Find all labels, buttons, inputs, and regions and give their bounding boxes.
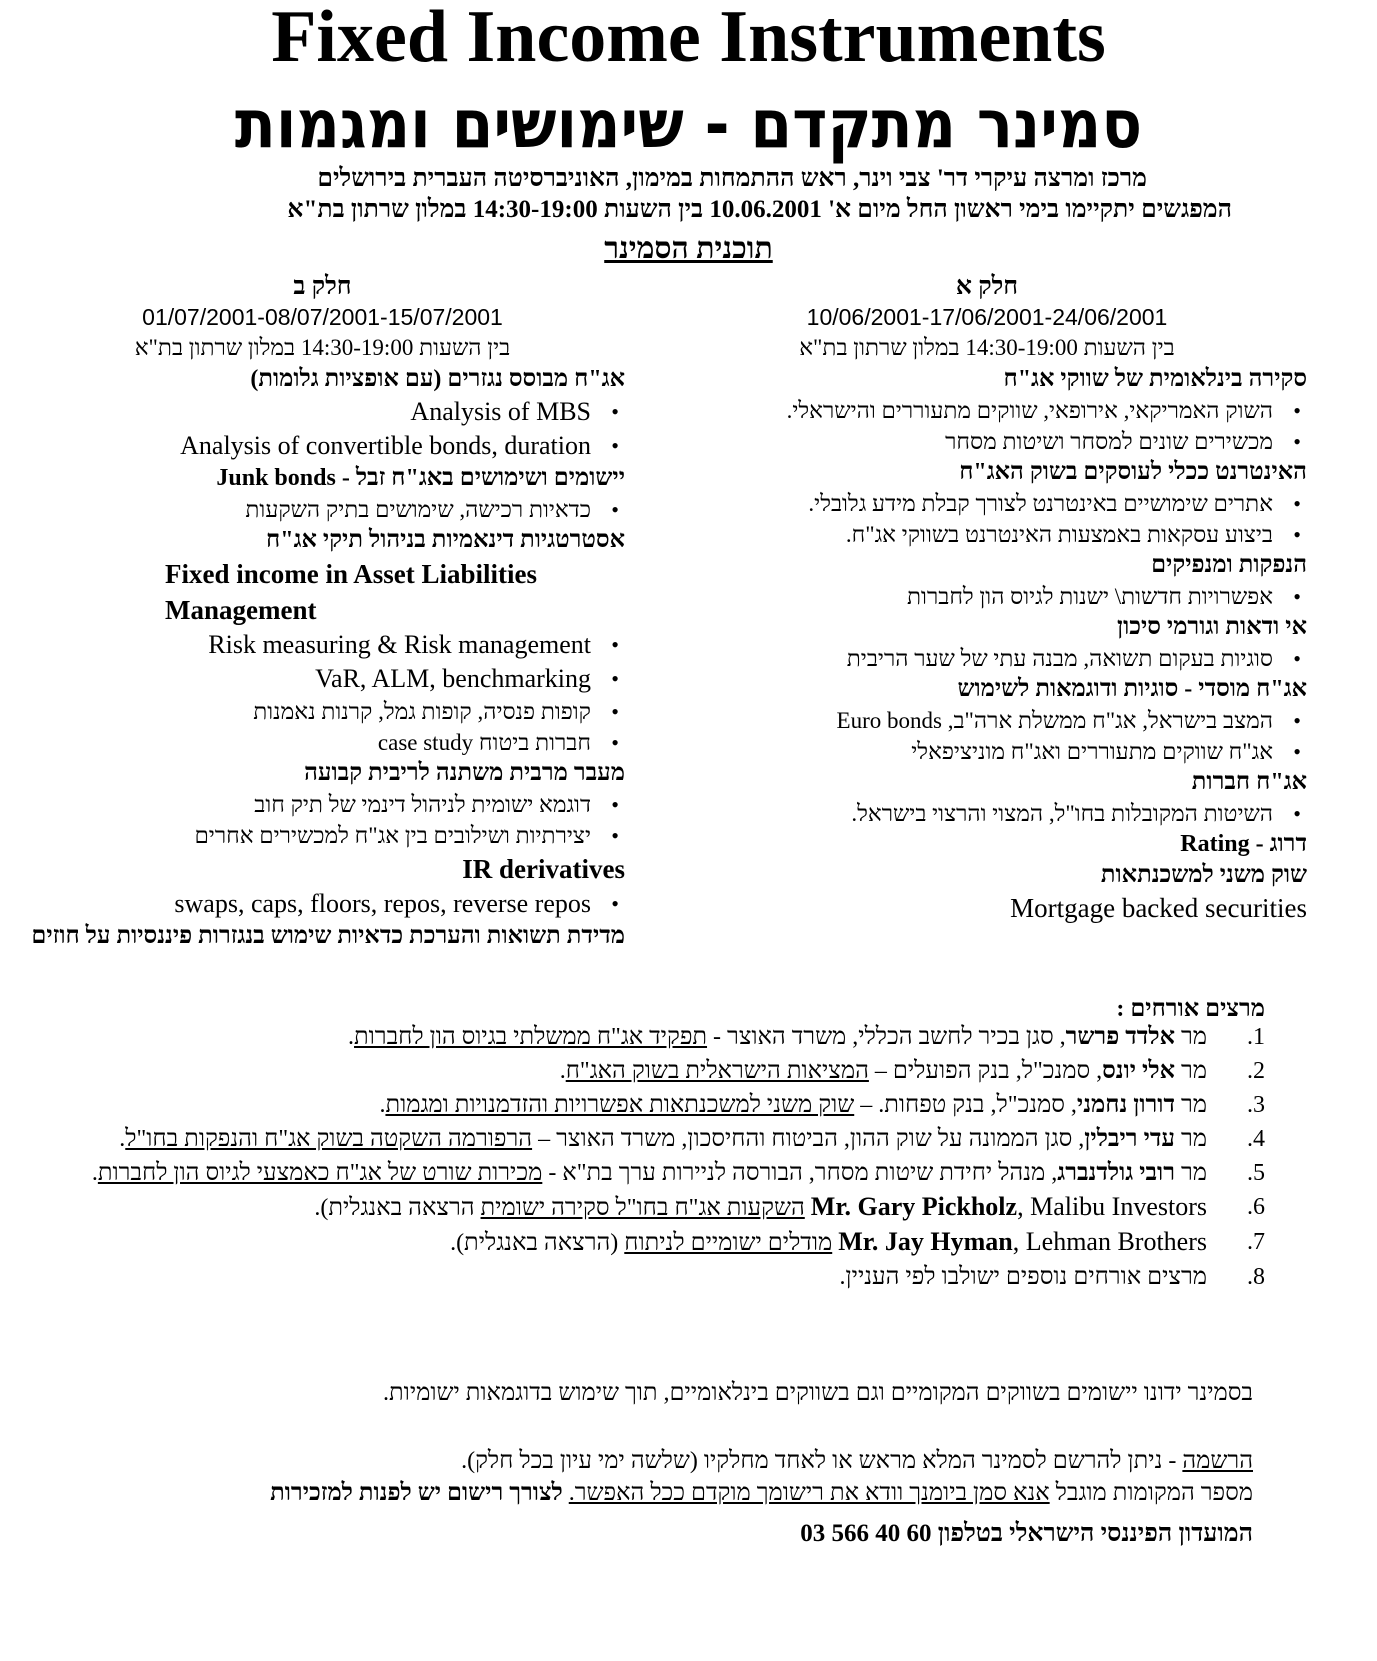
speaker-role: סגן בכיר לחשב הכללי, משרד האוצר - (713, 1024, 1054, 1050)
part-a-section-5-title: אג"ח מוסדי - סוגיות ודוגמאות לשימוש (957, 676, 1307, 702)
list-item: • סוגיות בעקום תשואה, מבנה עתי של שער הריבית (667, 643, 1307, 674)
title-english: Fixed Income Instruments (271, 0, 1106, 78)
list-item: • Analysis of convertible bonds, duration (20, 429, 625, 463)
registration-text-2b: אנא סמן ביומנך וודא את רישומך מוקדם ככל האפשר. (568, 1480, 1050, 1506)
list-number: 8. (1247, 1264, 1265, 1290)
list-item: 1. מר אלדד פרשר, סגן בכיר לחשב הכללי, משרד האוצר - תפקיד אג"ח ממשלתי בגיוס הון לחברות. (348, 1024, 1265, 1050)
intro-line-2: המפגשים יתקיימו בימי ראשון החל מיום א' 10.06.2001 בין השעות 14:30-19:00 במלון שרתון בת"א (287, 196, 1232, 223)
list-item: • קופות פנסיה, קופות גמל, קרנות נאמנות (20, 696, 625, 727)
speaker-topic: הרפורמה השקטה בשוק אג"ח והנפקות בחו"ל (125, 1126, 533, 1152)
intro-line-1: מרכז ומרצה עיקרי דר' צבי וינר, ראש ההתמחות במימון, האוניברסיטה העברית בירושלים (317, 165, 1147, 192)
part-a-section-7-title: דרוג - Rating (1180, 831, 1307, 857)
speaker-end: . (379, 1092, 386, 1118)
list-number: 5. (1247, 1160, 1265, 1186)
part-b-section-2-list (20, 494, 625, 525)
speaker-name: רובי גולדנברג (1057, 1160, 1175, 1186)
speaker-en (838, 1227, 1207, 1256)
part-a-section-5-list (667, 705, 1307, 767)
list-item: • Analysis of MBS (20, 395, 625, 429)
registration-text-1: - ניתן להרשם לסמינר המלא מראש או לאחד מחלקיו (שלשה ימי עיון בכל חלק). (461, 1448, 1183, 1474)
part-b-column (20, 272, 625, 952)
speaker-topic: מודלים ישומיים לניתוח (624, 1230, 833, 1256)
speaker-name: דורון נחמני (1076, 1092, 1175, 1118)
summary-text: בסמינר ידונו יישומים בשווקים המקומיים וגם בשווקים בינלאומיים, תוך שימוש בדוגמאות ישומיות. (383, 1380, 1253, 1406)
speaker-end: . (119, 1126, 126, 1152)
registration-line-2 (270, 1478, 1253, 1508)
title-hebrew: סמינר מתקדם - שימושים ומגמות (234, 86, 1143, 165)
speaker-prefix: מר (1180, 1126, 1207, 1152)
list-item (15, 1192, 1265, 1223)
part-a-section-3-title: הנפקות ומנפיקים (1151, 552, 1307, 578)
list-item: • דוגמא ישומית לניהול דינמי של תיק חוב (20, 789, 625, 820)
speaker-topic: השקעות אג"ח בחו"ל סקירה ישומית (480, 1195, 805, 1221)
part-b-section-1-list (20, 395, 625, 463)
list-item: • חברות ביטוח case study (20, 727, 625, 758)
list-item: • השוק האמריקאי, אירופאי, שווקים מתעוררים והישראלי. (667, 395, 1307, 426)
list-item (15, 1262, 1265, 1292)
part-b-hours: בין השעות 14:30-19:00 במלון שרתון בת"א (134, 335, 511, 360)
part-a-section-2-title: האינטרנט ככלי לעוסקים בשוק האג"ח (959, 459, 1307, 485)
speaker-en (811, 1192, 1207, 1221)
part-a-section-3-list (667, 581, 1307, 612)
part-a-section-1-list (667, 395, 1307, 457)
list-item: • כדאיות רכישה, שימושים בתיק השקעות (20, 494, 625, 525)
part-a-section-8-subtitle: Mortgage backed securities (1010, 893, 1307, 923)
list-item: • אפשרויות חדשות\ ישנות לגיוס הון לחברות (667, 581, 1307, 612)
registration-text-2a: מספר המקומות מוגבל (1049, 1480, 1253, 1506)
contact-line (800, 1520, 1253, 1548)
speaker-end: הרצאה באנגלית). (314, 1195, 481, 1221)
list-item: 2. מר אלי יונס, סמנכ"ל, בנק הפועלים – המציאות הישראלית בשוק האג"ח. (559, 1058, 1265, 1084)
list-item: • מכשירים שונים למסחר ושיטות מסחר (667, 426, 1307, 457)
list-item: • יצירתיות ושילובים בין אג"ח למכשירים אחרים (20, 820, 625, 851)
speaker-end: . (559, 1058, 566, 1084)
list-item: • השיטות המקובלות בחו"ל, המצוי והרצוי בישראל. (667, 798, 1307, 829)
speaker-prefix: מר (1180, 1160, 1207, 1186)
part-b-section-1-title: אג"ח מבוסס נגזרים (עם אופציות גלומות) (250, 366, 625, 392)
part-b-section-5-list (20, 789, 625, 851)
list-item: • אתרים שימושיים באינטרנט לצורך קבלת מידע גלובלי. (667, 488, 1307, 519)
speaker-role: סמנכ"ל, בנק טפחות. – (860, 1092, 1065, 1118)
speaker-role: מנהל יחידת שיטות מסחר, הבורסה לניירות ערך בת"א - (548, 1160, 1046, 1186)
part-a-section-6-title: אג"ח חברות (1191, 769, 1307, 795)
speaker-end: (הרצאה באנגלית). (450, 1230, 625, 1256)
list-item: • המצב בישראל, אג"ח ממשלת ארה"ב, Euro bonds (667, 705, 1307, 736)
list-number: 7. (1247, 1229, 1265, 1255)
part-b-dates: 01/07/2001-08/07/2001-15/07/2001 (142, 304, 503, 330)
speaker-prefix: מר (1180, 1024, 1207, 1050)
speaker-en-name: Mr. Gary Pickholz (810, 1192, 1018, 1221)
list-number: 3. (1247, 1092, 1265, 1118)
speakers-label: מרצים אורחים : (1116, 996, 1265, 1022)
list-number: 6. (1247, 1194, 1265, 1220)
part-a-dates: 10/06/2001-17/06/2001-24/06/2001 (806, 304, 1168, 330)
part-b-section-2-title: יישומים ושימושים באג"ח זבל - Junk bonds (216, 465, 625, 491)
list-item: • Risk measuring & Risk management (20, 628, 625, 662)
speaker-topic: מכירות שורט של אג"ח כאמצעי לגיוס הון לחברות (97, 1160, 543, 1186)
part-a-hours: בין השעות 14:30-19:00 במלון שרתון בת"א (799, 335, 1175, 360)
part-a-heading: חלק א (955, 273, 1019, 300)
speaker-prefix: מר (1180, 1092, 1207, 1118)
list-item: • ביצוע עסקאות באמצעות האינטרנט בשווקי אג"ח. (667, 519, 1307, 550)
list-number: 1. (1247, 1024, 1265, 1050)
list-item: 4. מר עדי ריבלין, סגן הממונה על שוק ההון, הביטוח והחיסכון, משרד האוצר – הרפורמה השקטה בשוק אג"ח והנפקות בחו"ל. (119, 1126, 1265, 1152)
speaker-topic: שוק משני למשכנתאות אפשרויות והזדמנויות ומגמות (385, 1092, 855, 1118)
list-number: 2. (1247, 1058, 1265, 1084)
speaker-topic: תפקיד אג"ח ממשלתי בגיוס הון לחברות (354, 1024, 708, 1050)
list-item: 3. מר דורון נחמני, סמנכ"ל, בנק טפחות. – שוק משני למשכנתאות אפשרויות והזדמנויות ומגמות. (379, 1092, 1265, 1118)
speakers-list (15, 1022, 1265, 1296)
list-item: • swaps, caps, floors, repos, reverse repos (20, 887, 625, 921)
list-item: • אג"ח שווקים מתעוררים ואג"ח מוניציפאלי (667, 736, 1307, 767)
part-b-section-6-list (20, 887, 625, 921)
speaker-en-org: , Lehman Brothers (1012, 1227, 1207, 1256)
speaker-name: אלדד פרשר (1065, 1024, 1175, 1050)
part-a-section-4-list (667, 643, 1307, 674)
part-a-section-1-title: סקירה בינלאומית של שווקי אג"ח (1003, 366, 1307, 392)
speaker-role: סמנכ"ל, בנק הפועלים – (874, 1058, 1091, 1084)
registration-label: הרשמה (1182, 1448, 1253, 1474)
registration-text-2c: לצורך רישום יש לפנות למזכירות (270, 1480, 569, 1506)
part-b-section-7-title: מדידת תשואות והערכת כדאיות שימוש בנגזרות פיננסיות על חוזים (31, 923, 625, 949)
list-number: 4. (1247, 1126, 1265, 1152)
speaker-en-name: Mr. Jay Hyman (838, 1227, 1013, 1256)
speaker-name: אלי יונס (1102, 1058, 1175, 1084)
speaker-topic: המציאות הישראלית בשוק האג"ח (565, 1058, 869, 1084)
part-a-section-8-title: שוק משני למשכנתאות (1100, 862, 1307, 888)
list-item: • VaR, ALM, benchmarking (20, 662, 625, 696)
contact-text: המועדון הפיננסי הישראלי בטלפון (937, 1520, 1253, 1547)
registration-line-1 (461, 1446, 1253, 1476)
part-b-section-5-title: מעבר מרבית משתנה לריבית קבועה (304, 760, 625, 786)
speaker-role: סגן הממונה על שוק ההון, הביטוח והחיסכון, משרד האוצר – (538, 1126, 1073, 1152)
speaker-prefix: מר (1180, 1058, 1207, 1084)
program-title: תוכנית הסמינר (604, 232, 773, 265)
part-b-section-3-title: אסטרטגיות דינאמיות בניהול תיקי אג"ח (266, 527, 625, 553)
speaker-end: . (91, 1160, 98, 1186)
part-b-section-4-title: Fixed income in Asset Liabilities Management (165, 559, 538, 625)
part-a-column (667, 272, 1307, 925)
part-b-section-4-list (20, 628, 625, 758)
part-b-section-6-title: IR derivatives (462, 854, 625, 884)
part-a-section-6-list (667, 798, 1307, 829)
speaker-text: מרצים אורחים נוספים ישולבו לפי העניין. (839, 1264, 1207, 1290)
list-item (15, 1227, 1265, 1258)
speaker-end: . (348, 1024, 355, 1050)
part-b-heading: חלק ב (293, 273, 352, 300)
part-a-section-2-list (667, 488, 1307, 550)
speaker-en-org: , Malibu Investors (1017, 1192, 1207, 1221)
speaker-name: עדי ריבלין (1084, 1126, 1175, 1152)
list-item: 5. מר רובי גולדנברג, מנהל יחידת שיטות מסחר, הבורסה לניירות ערך בת"א - מכירות שורט של אג"ח כאמצעי לגיוס הון לחברות. (91, 1160, 1265, 1186)
contact-phone: 03 566 40 60 (800, 1520, 932, 1547)
part-a-section-4-title: אי ודאות וגורמי סיכון (1116, 614, 1307, 640)
